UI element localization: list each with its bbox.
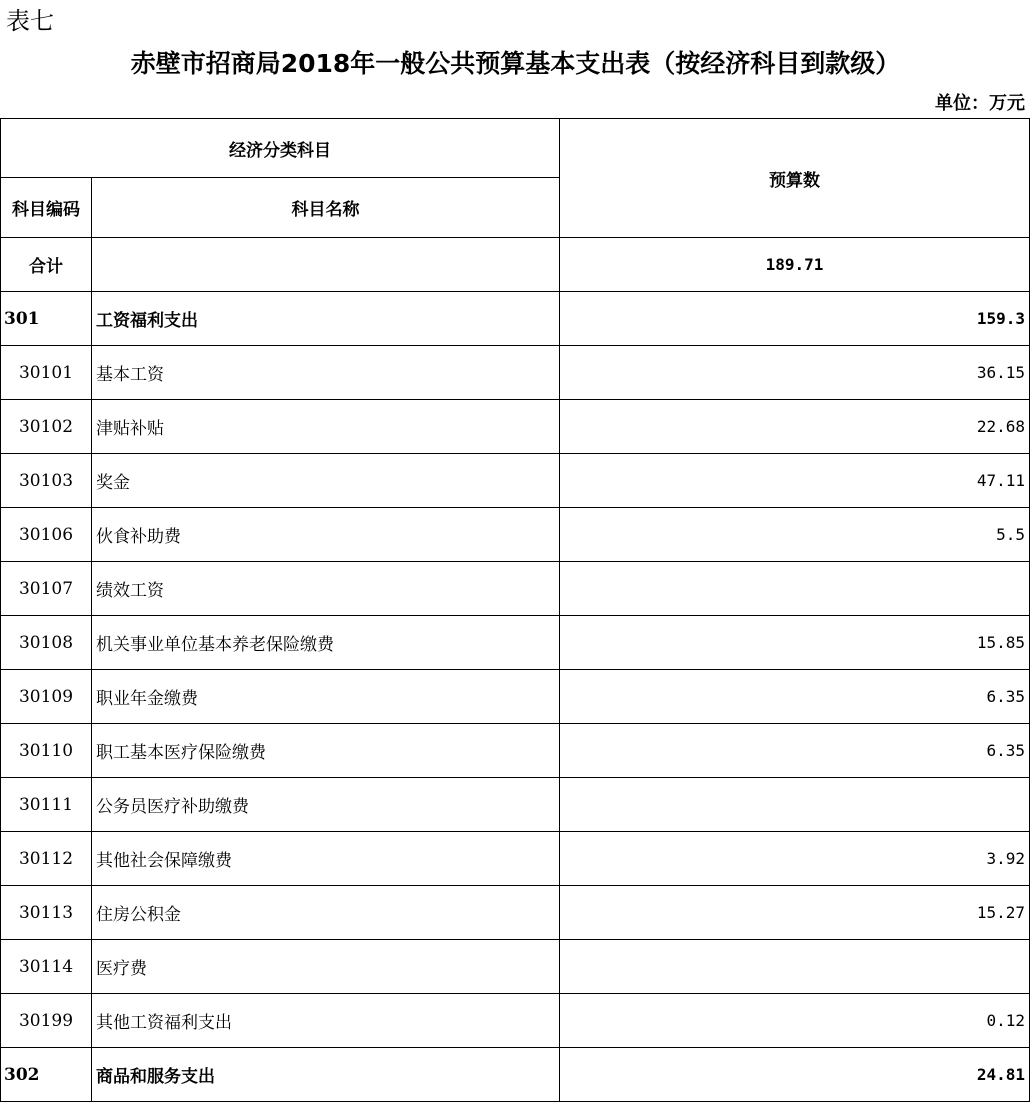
row-name: 公务员医疗补助缴费: [92, 778, 560, 832]
table-row: [1, 832, 1030, 886]
table-row: [1, 346, 1030, 400]
table-row: [1, 508, 1030, 562]
row-name: 住房公积金: [92, 886, 560, 940]
row-name: 津贴补贴: [92, 400, 560, 454]
table-number-label: 表七: [6, 7, 54, 35]
row-code: 30102: [1, 400, 92, 454]
unit-note: 单位：万元: [935, 93, 1025, 114]
row-name: 伙食补助费: [92, 508, 560, 562]
row-amount: 6.35: [560, 724, 1030, 778]
row-code: 30107: [1, 562, 92, 616]
row-code: 301: [1, 292, 92, 346]
row-amount: 5.5: [560, 508, 1030, 562]
row-code: 30108: [1, 616, 92, 670]
row-code: 30199: [1, 994, 92, 1048]
row-amount: 15.27: [560, 886, 1030, 940]
table-row: [1, 1048, 1030, 1102]
row-amount: 6.35: [560, 670, 1030, 724]
row-name: 商品和服务支出: [92, 1048, 560, 1102]
table-row: [1, 670, 1030, 724]
table-row: [1, 400, 1030, 454]
row-amount: 47.11: [560, 454, 1030, 508]
table-row: [1, 616, 1030, 670]
row-name: 奖金: [92, 454, 560, 508]
header-row-group: [1, 119, 1030, 178]
row-code: 30103: [1, 454, 92, 508]
table-row: [1, 940, 1030, 994]
table-row: [1, 292, 1030, 346]
budget-table: [0, 118, 1030, 1102]
table-row: [1, 886, 1030, 940]
row-amount: 159.3: [560, 292, 1030, 346]
row-amount: [560, 940, 1030, 994]
table-row: [1, 778, 1030, 832]
row-code: 30109: [1, 670, 92, 724]
row-name: 职业年金缴费: [92, 670, 560, 724]
row-code: 30111: [1, 778, 92, 832]
row-name: 医疗费: [92, 940, 560, 994]
row-name: 绩效工资: [92, 562, 560, 616]
row-code: 30113: [1, 886, 92, 940]
row-name: 其他工资福利支出: [92, 994, 560, 1048]
row-amount: 36.15: [560, 346, 1030, 400]
row-amount: 0.12: [560, 994, 1030, 1048]
row-name: 基本工资: [92, 346, 560, 400]
row-code: 302: [1, 1048, 92, 1102]
row-name: 其他社会保障缴费: [92, 832, 560, 886]
table-row: [1, 562, 1030, 616]
row-code: 30114: [1, 940, 92, 994]
report-title: 赤壁市招商局2018年一般公共预算基本支出表（按经济科目到款级）: [130, 49, 901, 78]
row-amount: 15.85: [560, 616, 1030, 670]
total-label: 合计: [1, 238, 92, 292]
total-amount: 189.71: [560, 238, 1030, 292]
total-row: [1, 238, 1030, 292]
header-code: 科目编码: [1, 178, 92, 238]
row-amount: 3.92: [560, 832, 1030, 886]
row-name: 职工基本医疗保险缴费: [92, 724, 560, 778]
row-code: 30110: [1, 724, 92, 778]
table-row: [1, 994, 1030, 1048]
row-amount: [560, 778, 1030, 832]
header-amount: 预算数: [560, 119, 1030, 238]
header-category-group: 经济分类科目: [1, 119, 560, 178]
row-amount: 24.81: [560, 1048, 1030, 1102]
total-name-cell: [92, 238, 560, 292]
row-name: 机关事业单位基本养老保险缴费: [92, 616, 560, 670]
row-amount: [560, 562, 1030, 616]
table-row: [1, 454, 1030, 508]
header-name: 科目名称: [92, 178, 560, 238]
row-code: 30101: [1, 346, 92, 400]
row-name: 工资福利支出: [92, 292, 560, 346]
row-code: 30112: [1, 832, 92, 886]
table-row: [1, 724, 1030, 778]
row-amount: 22.68: [560, 400, 1030, 454]
row-code: 30106: [1, 508, 92, 562]
